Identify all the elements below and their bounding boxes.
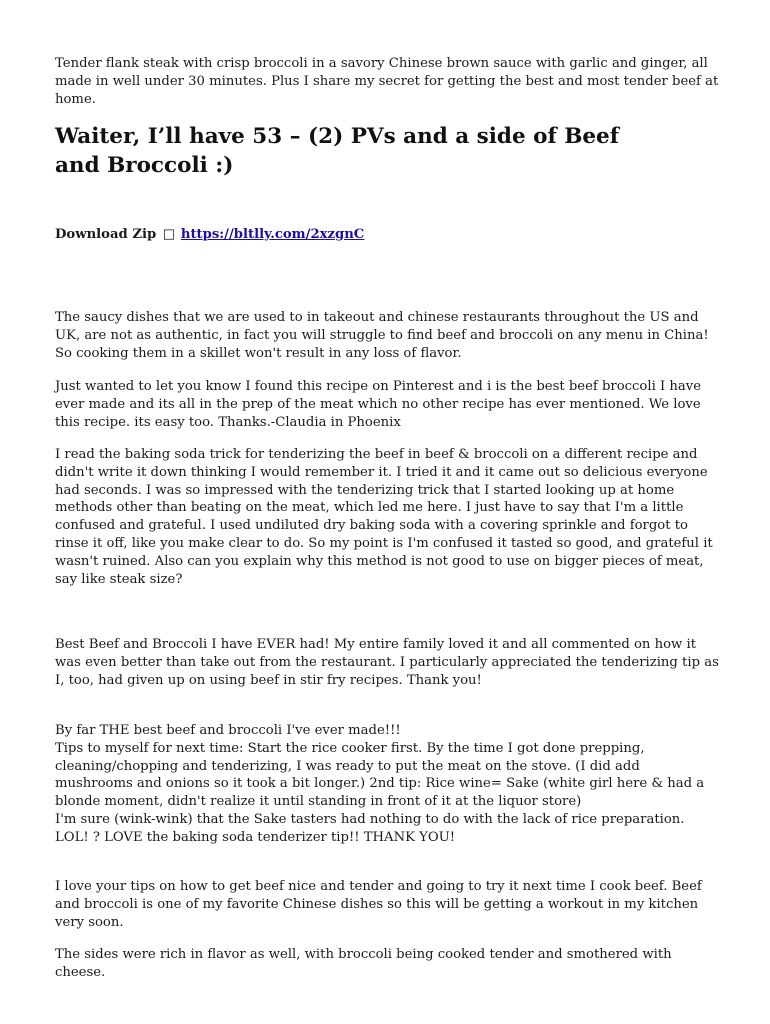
paragraph-best-ever: Best Beef and Broccoli I have EVER had! My entire family loved it and all commented on how it was even better than take out from the restaurant. I particularly appreciated the tenderizing tip as I, too, had given up on using beef in stir fry recipes. Thank you! — [55, 637, 719, 688]
paragraph-pinterest: Just wanted to let you know I found this recipe on Pinterest and i is the best beef broccoli I have ever made and its all in the prep of the meat which no other recipe has ever mentioned. We love this recipe. its easy too. Thanks.-Claudia in Phoenix — [55, 379, 702, 430]
paragraph-saucy-dishes: The saucy dishes that we are used to in takeout and chinese restaurants throughout the US and UK, are not as authentic, in fact you will struggle to find beef and broccoli on any menu in China! So cooking them in a skillet won't result in any loss of flavor. — [55, 310, 709, 361]
intro-paragraph: Tender flank steak with crisp broccoli in a savory Chinese brown sauce with garlic and ginger, all made in well under 30 minutes. Plus I share my secret for getting the best and most tender beef at home. — [55, 56, 719, 107]
paragraph-baking-soda: I read the baking soda trick for tenderizing the beef in beef & broccoli on a different recipe and didn't write it down thinking I would remember it. I tried it and it came out so delicious everyone had seconds. I was so impressed with the tenderizing trick that I started looking up at home methods other than beating on the meat, which led me here. I just have to say that I'm a little confused and grateful. I used undiluted dry baking soda with a covering sprinkle and forgot to rinse it off, like you make clear to do. So my point is I'm confused it tasted so good, and grateful it wasn't ruined. Also can you explain why this method is not good to use on bigger pieces of meat, say like steak size? — [55, 447, 713, 587]
paragraph-sides: The sides were rich in flavor as well, with broccoli being cooked tender and smothered with cheese. — [55, 947, 672, 980]
comment-line: By far THE best beef and broccoli I've ever made!!! — [55, 723, 401, 738]
download-label: Download Zip — [55, 227, 157, 242]
missing-glyph-icon: □ — [162, 227, 176, 242]
comment-block — [55, 722, 720, 847]
download-line — [55, 226, 364, 244]
comment-line: Tips to myself for next time: Start the rice cooker first. By the time I got done prepping, cleaning/chopping and tenderizing, I was ready to put the meat on the stove. (I did add mushrooms and onions so it took a bit longer.) 2nd tip: Rice wine= Sake (white girl here & had a blonde moment, didn't realize it until standing in front of it at the liquor store) — [55, 740, 705, 810]
page-title: Waiter, I’ll have 53 – (2) PVs and a side of Beef and Broccoli :) — [55, 124, 619, 178]
paragraph-tips: I love your tips on how to get beef nice and tender and going to try it next time I cook beef. Beef and broccoli is one of my favorite Chinese dishes so this will be getting a workout in my kitchen very soon. — [55, 879, 702, 930]
download-link[interactable]: https://bltlly.com/2xzgnC — [180, 227, 365, 242]
comment-line: I'm sure (wink-wink) that the Sake tasters had nothing to do with the lack of rice preparation. LOL! ? LOVE the baking soda tenderizer tip!! THANK YOU! — [55, 811, 685, 845]
